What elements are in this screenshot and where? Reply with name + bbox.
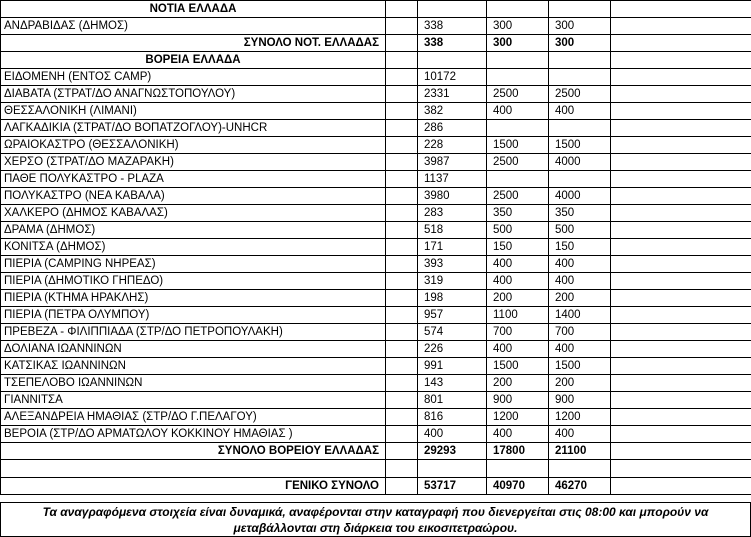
- empty-cell: [386, 290, 418, 307]
- table-row: [1, 358, 751, 375]
- empty-cell: [611, 18, 751, 35]
- max-capacity-value: 500: [549, 222, 611, 239]
- site-name: ΘΕΣΣΑΛΟΝΙΚΗ (ΛΙΜΑΝΙ): [1, 103, 386, 120]
- empty-cell: [386, 137, 418, 154]
- current-count: 10172: [418, 69, 487, 86]
- empty-cell: [386, 341, 418, 358]
- empty-cell: [549, 52, 611, 69]
- section-header-north: [1, 52, 751, 69]
- capacity-value: 400: [487, 103, 549, 120]
- site-name: ΑΝΔΡΑΒΙΔΑΣ (ΔΗΜΟΣ): [1, 18, 386, 35]
- site-name: ΔΙΑΒΑΤΑ (ΣΤΡΑΤ/ΔΟ ΑΝΑΓΝΩΣΤΟΠΟΥΛΟΥ): [1, 86, 386, 103]
- table-row: [1, 205, 751, 222]
- empty-cell: [386, 154, 418, 171]
- max-capacity-value: 350: [549, 205, 611, 222]
- empty-cell: [386, 18, 418, 35]
- max-capacity-value: [549, 120, 611, 137]
- empty-cell: [611, 426, 751, 443]
- current-count: 574: [418, 324, 487, 341]
- max-capacity-value: 1500: [549, 137, 611, 154]
- max-capacity-value: [549, 171, 611, 188]
- empty-cell: [386, 358, 418, 375]
- site-name: ΕΙΔΟΜΕΝΗ (ΕΝΤΟΣ CAMP): [1, 69, 386, 86]
- table-row: [1, 324, 751, 341]
- site-name: ΛΑΓΚΑΔΙΚΙΑ (ΣΤΡΑΤ/ΔΟ ΒΟΠΑΤΖΟΓΛΟΥ)-UNHCR: [1, 120, 386, 137]
- total-label: ΣΥΝΟΛΟ ΝΟΤ. ΕΛΛΑΔΑΣ: [1, 35, 386, 52]
- current-count: 286: [418, 120, 487, 137]
- empty-cell: [611, 222, 751, 239]
- footnote-line-2: μεταβάλλονται στη διάρκεια του εικοσιτετραώρου.: [233, 521, 518, 535]
- total-capacity: 300: [487, 35, 549, 52]
- site-name: ΠΙΕΡΙΑ (ΔΗΜΟΤΙΚΟ ΓΗΠΕΔΟ): [1, 273, 386, 290]
- site-name: ΔΡΑΜΑ (ΔΗΜΟΣ): [1, 222, 386, 239]
- empty-cell: [386, 120, 418, 137]
- empty-cell: [386, 69, 418, 86]
- current-count: 319: [418, 273, 487, 290]
- current-count: 393: [418, 256, 487, 273]
- capacity-value: 350: [487, 205, 549, 222]
- site-name: ΠΑΘΕ ΠΟΛΥΚΑΣΤΡΟ - PLAZA: [1, 171, 386, 188]
- current-count: 3980: [418, 188, 487, 205]
- empty-cell: [386, 460, 418, 478]
- empty-cell: [549, 460, 611, 478]
- max-capacity-value: 400: [549, 256, 611, 273]
- total-max-capacity: 21100: [549, 443, 611, 460]
- empty-cell: [418, 52, 487, 69]
- max-capacity-value: 2500: [549, 86, 611, 103]
- max-capacity-value: 1500: [549, 358, 611, 375]
- capacity-value: 400: [487, 426, 549, 443]
- empty-cell: [611, 103, 751, 120]
- capacity-value: [487, 69, 549, 86]
- section-title-south: ΝΟΤΙΑ ΕΛΛΑΔΑ: [1, 1, 386, 18]
- empty-cell: [611, 86, 751, 103]
- current-count: 518: [418, 222, 487, 239]
- capacity-value: 500: [487, 222, 549, 239]
- table-row: [1, 188, 751, 205]
- capacity-value: 1500: [487, 358, 549, 375]
- section-title: ΒΟΡΕΙΑ ΕΛΛΑΔΑ: [1, 52, 386, 69]
- table-row: [1, 69, 751, 86]
- empty-cell: [611, 443, 751, 460]
- current-count: 2331: [418, 86, 487, 103]
- max-capacity-value: 700: [549, 324, 611, 341]
- current-count: 198: [418, 290, 487, 307]
- capacity-value: 400: [487, 341, 549, 358]
- max-capacity-value: 400: [549, 103, 611, 120]
- table-row: [1, 239, 751, 256]
- capacity-value: 150: [487, 239, 549, 256]
- current-count: 801: [418, 392, 487, 409]
- table-row: [1, 171, 751, 188]
- spacer-row: [1, 460, 751, 478]
- capacity-value: 1500: [487, 137, 549, 154]
- capacity-value: 2500: [487, 154, 549, 171]
- footnote-line-1: Τα αναγραφόμενα στοιχεία είναι δυναμικά, αναφέρονται στην καταγραφή που διενεργείται στις 08:00 και μπορούν να: [42, 505, 709, 519]
- empty-cell: [386, 205, 418, 222]
- grand-total-row: [1, 478, 751, 495]
- empty-cell: [611, 324, 751, 341]
- empty-cell: [611, 478, 751, 495]
- site-name: ΠΙΕΡΙΑ (CAMPING ΝΗΡΕΑΣ): [1, 256, 386, 273]
- empty-cell: [386, 188, 418, 205]
- capacity-value: 1100: [487, 307, 549, 324]
- max-capacity-value: 150: [549, 239, 611, 256]
- empty-cell: [386, 222, 418, 239]
- empty-cell: [611, 154, 751, 171]
- table-row: [1, 256, 751, 273]
- max-capacity-value: 1400: [549, 307, 611, 324]
- table-row: [1, 307, 751, 324]
- current-count: 338: [418, 18, 487, 35]
- empty-cell: [386, 35, 418, 52]
- current-count: 382: [418, 103, 487, 120]
- empty-cell: [611, 392, 751, 409]
- capacity-value: 200: [487, 375, 549, 392]
- max-capacity-value: 400: [549, 341, 611, 358]
- max-capacity-value: 4000: [549, 154, 611, 171]
- capacity-value: 200: [487, 290, 549, 307]
- max-capacity-value: 1200: [549, 409, 611, 426]
- empty-cell: [1, 460, 386, 478]
- table-row: [1, 86, 751, 103]
- table-row: [1, 392, 751, 409]
- site-name: ΩΡΑΙΟΚΑΣΤΡΟ (ΘΕΣΣΑΛΟΝΙΚΗ): [1, 137, 386, 154]
- site-name: ΚΑΤΣΙΚΑΣ ΙΩΑΝΝΙΝΩΝ: [1, 358, 386, 375]
- empty-cell: [611, 120, 751, 137]
- max-capacity-value: 400: [549, 426, 611, 443]
- current-count: 143: [418, 375, 487, 392]
- capacity-value: [487, 171, 549, 188]
- current-count: 283: [418, 205, 487, 222]
- capacity-value: 1200: [487, 409, 549, 426]
- current-count: 171: [418, 239, 487, 256]
- empty-cell: [386, 409, 418, 426]
- current-count: 816: [418, 409, 487, 426]
- max-capacity-value: [549, 69, 611, 86]
- table-row: [1, 18, 751, 35]
- table-row: [1, 120, 751, 137]
- table-row: [1, 137, 751, 154]
- max-capacity-value: 400: [549, 273, 611, 290]
- empty-cell: [386, 273, 418, 290]
- table-row: [1, 341, 751, 358]
- current-count: 991: [418, 358, 487, 375]
- capacity-value: 900: [487, 392, 549, 409]
- empty-cell: [418, 460, 487, 478]
- site-name: ΒΕΡΟΙΑ (ΣΤΡ/ΔΟ ΑΡΜΑΤΩΛΟΥ ΚΟΚΚΙΝΟΥ ΗΜΑΘΙΑΣ ): [1, 426, 386, 443]
- current-count: 226: [418, 341, 487, 358]
- total-max-capacity: 46270: [549, 478, 611, 495]
- total-row-north: [1, 443, 751, 460]
- total-current: 53717: [418, 478, 487, 495]
- empty-cell: [611, 290, 751, 307]
- empty-cell: [487, 460, 549, 478]
- empty-cell: [611, 256, 751, 273]
- empty-cell: [611, 358, 751, 375]
- max-capacity-value: 4000: [549, 188, 611, 205]
- empty-cell: [386, 52, 418, 69]
- empty-cell: [611, 375, 751, 392]
- total-max-capacity: 300: [549, 35, 611, 52]
- empty-cell: [611, 205, 751, 222]
- current-count: 3987: [418, 154, 487, 171]
- site-name: ΤΣΕΠΕΛΟΒΟ ΙΩΑΝΝΙΝΩΝ: [1, 375, 386, 392]
- table-row: [1, 290, 751, 307]
- table-row: [1, 273, 751, 290]
- empty-cell: [386, 103, 418, 120]
- empty-cell: [386, 256, 418, 273]
- table-row: [1, 426, 751, 443]
- empty-cell: [611, 171, 751, 188]
- empty-cell: [386, 375, 418, 392]
- current-count: 400: [418, 426, 487, 443]
- capacity-value: 2500: [487, 188, 549, 205]
- empty-cell: [611, 341, 751, 358]
- section-header-south: [1, 1, 751, 18]
- empty-cell: [386, 443, 418, 460]
- total-label: ΓΕΝΙΚΟ ΣΥΝΟΛΟ: [1, 478, 386, 495]
- empty-cell: [386, 171, 418, 188]
- table-row: [1, 409, 751, 426]
- total-label: ΣΥΝΟΛΟ ΒΟΡΕΙΟΥ ΕΛΛΑΔΑΣ: [1, 443, 386, 460]
- empty-cell: [611, 35, 751, 52]
- site-name: ΚΟΝΙΤΣΑ (ΔΗΜΟΣ): [1, 239, 386, 256]
- empty-cell: [487, 52, 549, 69]
- table-row: [1, 222, 751, 239]
- empty-cell: [386, 307, 418, 324]
- site-name: ΠΟΛΥΚΑΣΤΡΟ (ΝΕΑ ΚΑΒΑΛΑ): [1, 188, 386, 205]
- total-capacity: 40970: [487, 478, 549, 495]
- site-name: ΧΑΛΚΕΡΟ (ΔΗΜΟΣ ΚΑΒΑΛΑΣ): [1, 205, 386, 222]
- empty-cell: [386, 324, 418, 341]
- empty-cell: [386, 86, 418, 103]
- capacity-table-body: [1, 1, 751, 495]
- empty-cell: [386, 478, 418, 495]
- max-capacity-value: 200: [549, 375, 611, 392]
- empty-cell: [611, 460, 751, 478]
- site-name: ΧΕΡΣΟ (ΣΤΡΑΤ/ΔΟ ΜΑΖΑΡΑΚΗ): [1, 154, 386, 171]
- max-capacity-value: 300: [549, 18, 611, 35]
- empty-cell: [386, 426, 418, 443]
- empty-cell: [611, 307, 751, 324]
- site-name: ΠΙΕΡΙΑ (ΠΕΤΡΑ ΟΛΥΜΠΟΥ): [1, 307, 386, 324]
- table-row: [1, 154, 751, 171]
- table-row: [1, 375, 751, 392]
- empty-cell: [611, 52, 751, 69]
- footnote: [0, 502, 751, 537]
- max-capacity-value: 200: [549, 290, 611, 307]
- total-current: 338: [418, 35, 487, 52]
- empty-cell: [611, 273, 751, 290]
- total-capacity: 17800: [487, 443, 549, 460]
- total-row-south: [1, 35, 751, 52]
- empty-cell: [611, 69, 751, 86]
- capacity-value: 700: [487, 324, 549, 341]
- empty-cell: [611, 188, 751, 205]
- table-row: [1, 103, 751, 120]
- site-name: ΠΙΕΡΙΑ (ΚΤΗΜΑ ΗΡΑΚΛΗΣ): [1, 290, 386, 307]
- empty-cell: [386, 392, 418, 409]
- capacity-value: 300: [487, 18, 549, 35]
- site-name: ΠΡΕΒΕΖΑ - ΦΙΛΙΠΠΙΑΔΑ (ΣΤΡ/ΔΟ ΠΕΤΡΟΠΟΥΛΑΚΗ): [1, 324, 386, 341]
- capacity-value: 2500: [487, 86, 549, 103]
- empty-cell: [611, 137, 751, 154]
- max-capacity-value: 900: [549, 392, 611, 409]
- capacity-value: [487, 120, 549, 137]
- site-name: ΔΟΛΙΑΝΑ ΙΩΑΝΝΙΝΩΝ: [1, 341, 386, 358]
- current-count: 228: [418, 137, 487, 154]
- current-count: 1137: [418, 171, 487, 188]
- capacity-value: 400: [487, 256, 549, 273]
- empty-cell: [611, 409, 751, 426]
- total-current: 29293: [418, 443, 487, 460]
- empty-cell: [386, 239, 418, 256]
- capacity-value: 400: [487, 273, 549, 290]
- empty-cell: [611, 239, 751, 256]
- current-count: 957: [418, 307, 487, 324]
- site-name: ΑΛΕΞΑΝΔΡΕΙΑ ΗΜΑΘΙΑΣ (ΣΤΡ/ΔΟ Γ.ΠΕΛΑΓΟΥ): [1, 409, 386, 426]
- site-name: ΓΙΑΝΝΙΤΣΑ: [1, 392, 386, 409]
